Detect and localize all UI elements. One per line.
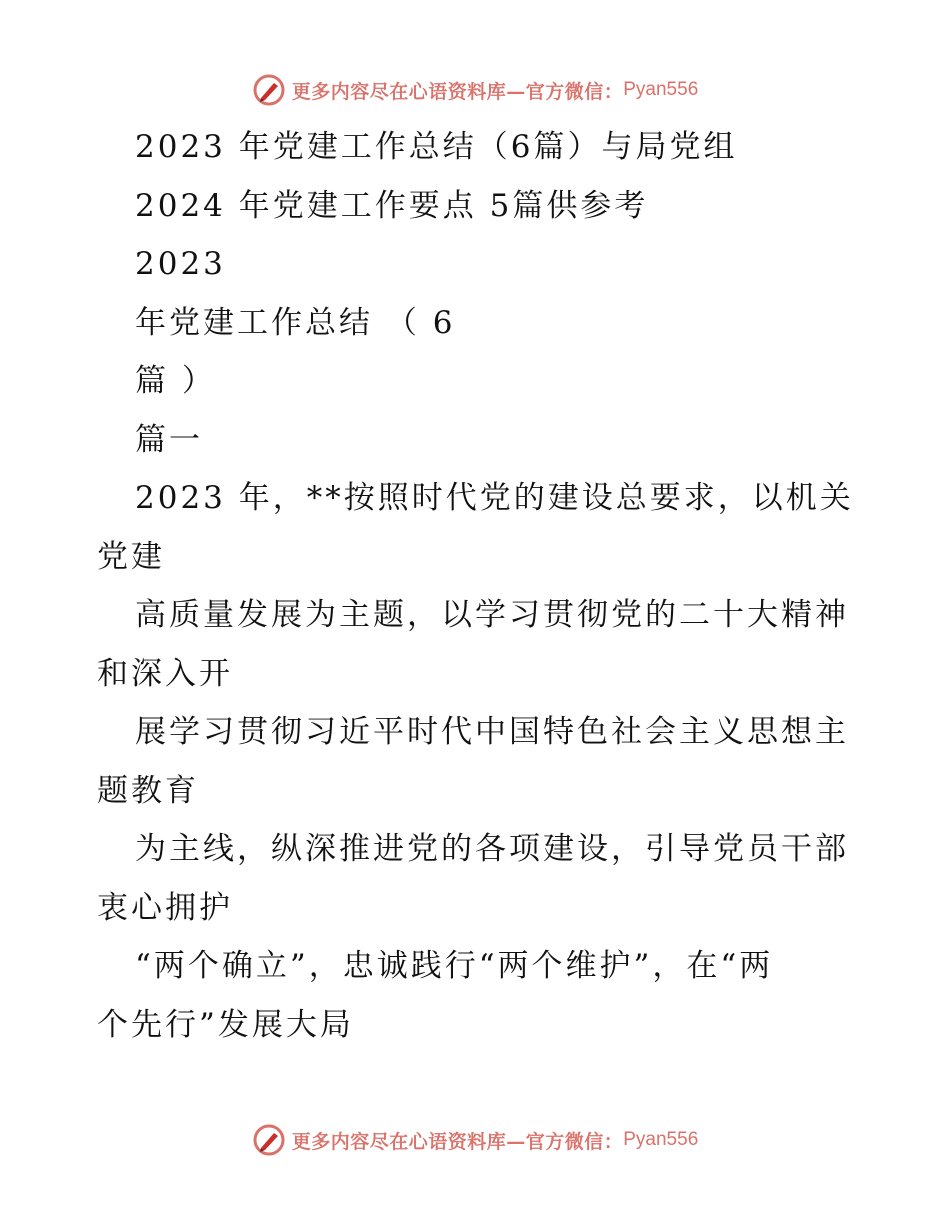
paragraph-line: 个先行”发展大局 [97, 1006, 354, 1043]
title-line-1: 2023 年党建工作总结（6篇）与局党组 [135, 129, 738, 165]
paragraph-line: 和深入开 [97, 655, 233, 692]
banner-text: 更多内容尽在心语资料库—官方微信： [291, 80, 624, 103]
paragraph-line: 衷心拥护 [97, 889, 233, 926]
heading-line-2: 年党建工作总结 （ 6 [135, 304, 456, 341]
paragraph-line: “两个确立”，忠诚践行“两个维护”，在“两 [135, 948, 774, 984]
footer-banner [0, 1120, 950, 1160]
paragraph-line: 高质量发展为主题，以学习贯彻党的二十大精神 [135, 597, 849, 633]
title-line-2: 2024 年党建工作要点 5篇供参考 [135, 187, 649, 224]
pen-logo-icon [252, 1123, 286, 1157]
pen-logo-icon [252, 73, 286, 107]
section-heading: 篇一 [135, 421, 203, 458]
banner-wechat-id: Pyan556 [623, 79, 699, 100]
header-banner [0, 70, 950, 110]
banner-wechat-id: Pyan556 [623, 1129, 699, 1150]
paragraph-line: 党建 [97, 538, 165, 575]
paragraph-line: 展学习贯彻习近平时代中国特色社会主义思想主 [135, 714, 849, 750]
heading-line-1: 2023 [135, 246, 226, 282]
paragraph-line: 2023 年，**按照时代党的建设总要求，以机关 [135, 480, 854, 516]
paragraph-line: 题教育 [97, 772, 199, 809]
heading-line-3: 篇 ） [135, 363, 216, 399]
banner-text: 更多内容尽在心语资料库—官方微信： [291, 1130, 624, 1153]
paragraph-line: 为主线，纵深推进党的各项建设，引导党员干部 [135, 831, 849, 867]
document-body [97, 118, 857, 1054]
